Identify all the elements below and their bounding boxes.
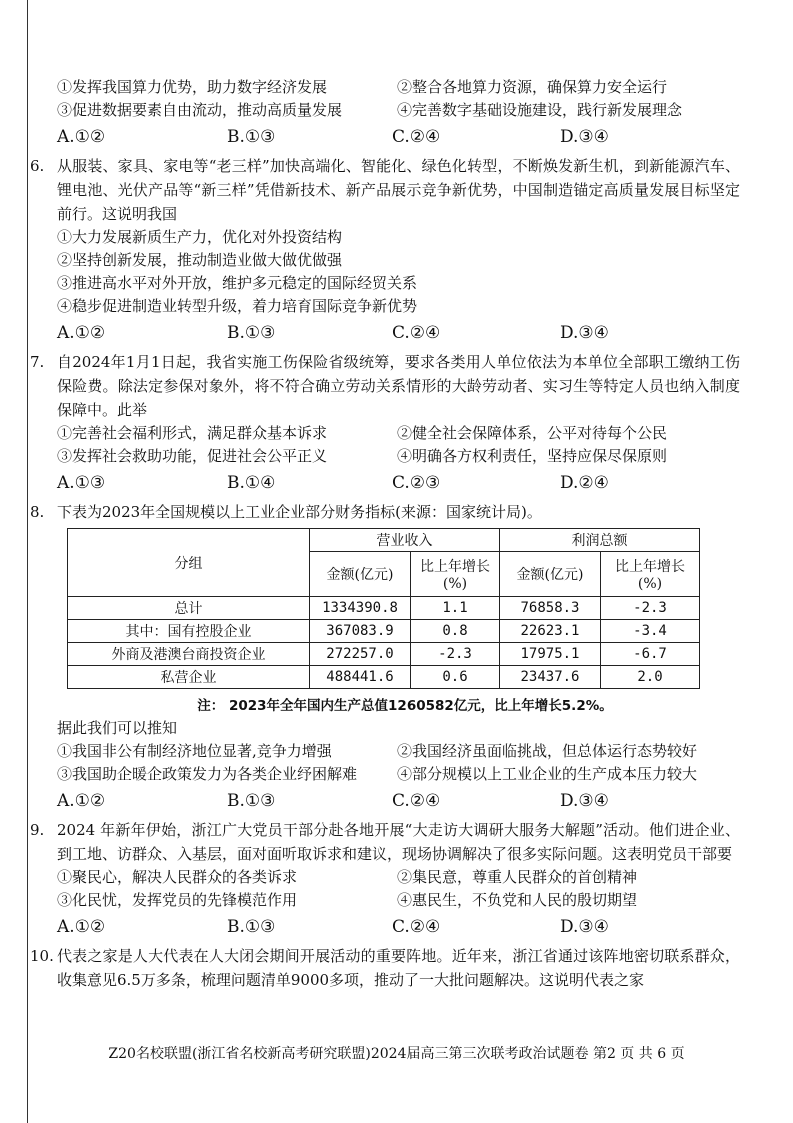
q9-answer-a: A.①②: [57, 917, 106, 937]
q5-option-4: ④完善数字基础设施建设，践行新发展理念: [397, 101, 683, 119]
q8-option-4: ④部分规模以上工业企业的生产成本压力较大: [397, 765, 698, 783]
q8-answer-d: D.③④: [560, 791, 609, 811]
row-name: 私营企业: [68, 666, 310, 689]
profit-header: 利润总额: [500, 529, 700, 552]
row-revenue: 367083.9: [310, 620, 411, 643]
row-revenue: 1334390.8: [310, 597, 411, 620]
q8-text: 下表为2023年全国规模以上工业企业部分财务指标(来源：国家统计局)。: [57, 503, 542, 521]
table-row: [68, 620, 700, 643]
row-profit: 17975.1: [500, 643, 601, 666]
q6-option-2: ②坚持创新发展，推动制造业做大做优做强: [57, 251, 343, 269]
q5-answer-a: A.①②: [57, 127, 106, 147]
q5-option-1: ①发挥我国算力优势，助力数字经济发展: [57, 78, 328, 96]
row-profit-growth: -3.4: [601, 620, 700, 643]
page-footer: Z20名校联盟(浙江省名校新高考研究联盟)2024届高三第三次联考政治试题卷 第2 页 共 6 页: [108, 1046, 685, 1062]
row-name: 总计: [68, 597, 310, 620]
q6-answer-a: A.①②: [57, 323, 106, 343]
q7-answer-c: C.②③: [392, 473, 441, 493]
q6-option-3: ③推进高水平对外开放，维护多元稳定的国际经贸关系: [57, 274, 418, 292]
q9-option-1: ①聚民心，解决人民群众的各类诉求: [57, 868, 298, 886]
q6-text: 从服装、家具、家电等“老三样”加快高端化、智能化、绿色化转型，不断焕发新生机，到新能源汽车、锂电池、光伏产品等“新三样”凭借新技术、新产品展示竞争新优势，中国制造锚定高质量发展目标坚定前行。这说明我国: [57, 157, 740, 223]
q7-answer-b: B.①④: [227, 473, 276, 493]
q10-stem: [30, 944, 740, 992]
table-row: [68, 597, 700, 620]
exam-page: [30, 76, 740, 992]
row-revenue: 488441.6: [310, 666, 411, 689]
q9-number: 9.: [30, 821, 45, 839]
q6-answers: [57, 320, 740, 346]
q6-options: [57, 226, 740, 318]
row-name: 其中：国有控股企业: [68, 620, 310, 643]
row-revenue-growth: 1.1: [411, 597, 500, 620]
q5-answer-c: C.②④: [392, 127, 441, 147]
row-revenue-growth: 0.6: [411, 666, 500, 689]
q8-number: 8.: [30, 503, 45, 521]
q8-option-2: ②我国经济虽面临挑战，但总体运行态势较好: [397, 742, 698, 760]
q9-options: [57, 866, 740, 912]
q8-option-3: ③我国助企暖企政策发力为各类企业纾困解难: [57, 765, 358, 783]
q6-number: 6.: [30, 157, 45, 175]
table-note: 注： 2023年全年国内生产总值1260582亿元，比上年增长5.2%。: [197, 698, 613, 714]
row-profit: 76858.3: [500, 597, 601, 620]
q8-options: [57, 740, 740, 786]
q10-text: 代表之家是人大代表在人大闭会期间开展活动的重要阵地。近年来，浙江省通过该阵地密切联系群众，收集意见6.5万多条，梳理问题清单9000多项，推动了一大批问题解决。这说明代表之家: [57, 947, 740, 989]
financial-table: [67, 528, 700, 689]
q7-options: [57, 422, 740, 468]
q9-answers: [57, 914, 740, 940]
q6-stem: [30, 154, 740, 226]
q6-option-1: ①大力发展新质生产力，优化对外投资结构: [57, 228, 343, 246]
q6-answer-b: B.①③: [227, 323, 276, 343]
q8-answers: [57, 788, 740, 814]
margin-line: [27, 0, 28, 1123]
row-revenue-growth: 0.8: [411, 620, 500, 643]
q5-options: [57, 76, 740, 122]
q7-option-3: ③发挥社会救助功能，促进社会公平正义: [57, 447, 328, 465]
q7-answer-d: D.②④: [560, 473, 609, 493]
q9-stem: [30, 818, 740, 866]
q9-answer-c: C.②④: [392, 917, 441, 937]
q7-answers: [57, 470, 740, 496]
q9-answer-d: D.③④: [560, 917, 609, 937]
q6-answer-c: C.②④: [392, 323, 441, 343]
table-row: [68, 643, 700, 666]
revenue-growth-header: 比上年增长(%): [411, 552, 500, 597]
q7-answer-a: A.①③: [57, 473, 106, 493]
row-profit: 23437.6: [500, 666, 601, 689]
q9-text: 2024 年新年伊始，浙江广大党员干部分赴各地开展“大走访大调研大服务大解题”活动。他们进企业、到工地、访群众、入基层，面对面听取诉求和建议，现场协调解决了很多实际问题。这表明党员干部要: [57, 821, 740, 863]
row-profit-growth: -2.3: [601, 597, 700, 620]
q5-answer-b: B.①③: [227, 127, 276, 147]
q5-answer-d: D.③④: [560, 127, 609, 147]
row-revenue-growth: -2.3: [411, 643, 500, 666]
row-name: 外商及港澳台商投资企业: [68, 643, 310, 666]
q8-option-1: ①我国非公有制经济地位显著,竞争力增强: [57, 742, 332, 760]
profit-growth-header: 比上年增长(%): [601, 552, 700, 597]
row-profit-growth: 2.0: [601, 666, 700, 689]
q9-answer-b: B.①③: [227, 917, 276, 937]
q9-option-4: ④惠民生，不负党和人民的殷切期望: [397, 891, 638, 909]
row-revenue: 272257.0: [310, 643, 411, 666]
q7-number: 7.: [30, 353, 45, 371]
revenue-header: 营业收入: [310, 529, 500, 552]
q7-text: 自2024年1月1日起，我省实施工伤保险省级统筹，要求各类用人单位依法为本单位全部职工缴纳工伤保险费。除法定参保对象外，将不符合确立劳动关系情形的大龄劳动者、实习生等特定人员也纳入制度保障中。此举: [57, 353, 740, 419]
q9-option-2: ②集民意，尊重人民群众的首创精神: [397, 868, 638, 886]
q7-option-4: ④明确各方权利责任，坚持应保尽保原则: [397, 447, 668, 465]
q7-option-2: ②健全社会保障体系，公平对待每个公民: [397, 424, 668, 442]
q8-answer-a: A.①②: [57, 791, 106, 811]
q7-option-1: ①完善社会福利形式，满足群众基本诉求: [57, 424, 328, 442]
q8-stem: [30, 500, 740, 524]
q5-answers: [57, 124, 740, 150]
group-header: 分组: [68, 529, 310, 597]
q6-answer-d: D.③④: [560, 323, 609, 343]
q7-stem: [30, 350, 740, 422]
q8-answer-b: B.①③: [227, 791, 276, 811]
q5-option-2: ②整合各地算力资源，确保算力安全运行: [397, 78, 668, 96]
q6-option-4: ④稳步促进制造业转型升级，着力培育国际竞争新优势: [57, 297, 418, 315]
q8-lead: 据此我们可以推知: [57, 719, 178, 737]
row-profit: 22623.1: [500, 620, 601, 643]
q10-number: 10.: [30, 947, 54, 965]
profit-amount-header: 金额(亿元): [500, 552, 601, 597]
row-profit-growth: -6.7: [601, 643, 700, 666]
revenue-amount-header: 金额(亿元): [310, 552, 411, 597]
table-row: [68, 666, 700, 689]
q5-option-3: ③促进数据要素自由流动，推动高质量发展: [57, 101, 343, 119]
q9-option-3: ③化民忧，发挥党员的先锋模范作用: [57, 891, 298, 909]
q8-answer-c: C.②④: [392, 791, 441, 811]
